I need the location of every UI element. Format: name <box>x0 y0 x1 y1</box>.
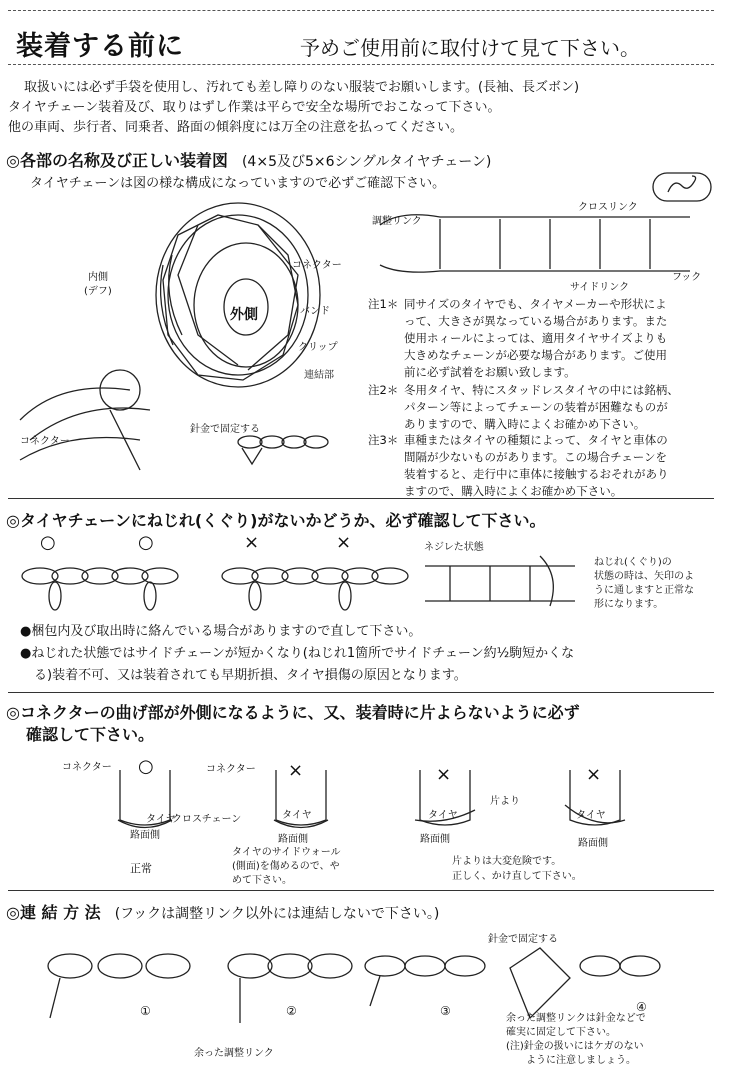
note-1 <box>368 296 708 381</box>
note-3-tag: 注3＊ <box>368 433 399 447</box>
bullet-3: る)装着不可、又は装着されても早期折損、タイヤ損傷の原因となります。 <box>34 668 467 683</box>
bullet-2: ●ねじれた状態ではサイドチェーンが短かくなり(ねじれ1箇所でサイドチェーン約½駒短かくな <box>20 646 575 661</box>
label-cross-link: クロスリンク <box>578 202 638 213</box>
label-clip: クリップ <box>298 342 338 353</box>
note-1-line: 同サイズのタイヤでも、タイヤメーカーや形状によ <box>404 297 667 311</box>
hook-icon <box>652 172 714 204</box>
mark-ok-1: ○ <box>40 532 56 553</box>
top-rule <box>8 10 714 11</box>
label-wire-fix: 針金で固定する <box>488 934 558 945</box>
note-3 <box>368 432 708 500</box>
step4-note-line: 余った調整リンクは針金などで <box>506 1013 646 1024</box>
label-bias: 片より <box>490 796 520 807</box>
twisted-ladder-diagram <box>420 546 590 616</box>
label-connector-zoom: コネクター <box>20 436 70 447</box>
bias-note-line: 正しく、かけ直して下さい。 <box>452 871 582 882</box>
wire-chain-diagram <box>230 434 350 474</box>
twist-note-line: ねじれ(くぐり)の <box>594 557 672 568</box>
label-inside-diff: (デフ) <box>84 286 112 297</box>
twist-note-line: うに通しますと正常な <box>594 585 694 596</box>
bullet-1: ●梱包内及び取出時に絡んでいる場合がありますので直して下さい。 <box>20 624 422 639</box>
bias-note-line: 片よりは大変危険です。 <box>452 856 562 867</box>
section-divider <box>8 692 714 693</box>
connector-zoom-diagram <box>10 350 160 480</box>
twist-chain-diagram <box>10 556 410 616</box>
label-outside: 外側 <box>230 307 258 323</box>
note-1-line: って、大きさが異なっている場合があります。また <box>404 314 668 328</box>
sidewall-note-line: タイヤのサイドウォール <box>232 847 341 858</box>
section4-title-text: ◎連 結 方 法 <box>6 903 101 922</box>
label-joint: 連結部 <box>304 370 334 381</box>
label-adjust-link: 調整リンク <box>372 216 422 227</box>
label-s3-connector-b: コネクター <box>206 764 256 775</box>
mark-s3-ng-3: × <box>586 764 602 785</box>
note-1-line: 使用ホィールによっては、適用タイヤサイズよりも <box>404 331 668 345</box>
mark-s3-ng-1: × <box>288 760 304 781</box>
note-2-tag: 注2＊ <box>368 383 399 397</box>
twist-note-line: 形になります。 <box>594 599 664 610</box>
label-s3-connector-a: コネクター <box>62 762 112 773</box>
sidewall-note <box>232 846 341 888</box>
label-normal: 正常 <box>130 862 152 875</box>
label-cross-chain: クロスチェーン <box>172 814 242 825</box>
label-hook: フック <box>672 272 702 283</box>
mark-ng-2: × <box>336 532 352 553</box>
step4-note-line: ように注意しましょう。 <box>526 1055 636 1066</box>
mark-s3-ng-2: × <box>436 764 452 785</box>
step4-note-line: 確実に固定して下さい。 <box>506 1027 616 1038</box>
intro-line-2: タイヤチェーン装着及び、取りはずし作業は平らで安全な場所でおこなって下さい。 <box>8 100 501 115</box>
tire-chain-diagram <box>138 195 358 395</box>
label-tire-1: タイヤ <box>146 814 176 825</box>
note-2-line: パターン等によってチェーンの装着が困難なものが <box>404 400 668 414</box>
step4-note <box>506 1012 646 1068</box>
section2-title: ◎タイヤチェーンにねじれ(くぐり)がないかどうか、必ず確認して下さい。 <box>6 511 546 530</box>
step4-note-line: (注)針金の扱いにはケガのない <box>506 1041 644 1052</box>
label-side-link: サイドリンク <box>570 282 630 293</box>
label-connector: コネクター <box>292 260 342 271</box>
note-1-tag: 注1＊ <box>368 297 399 311</box>
section4-title <box>6 900 439 923</box>
note-2 <box>368 382 708 433</box>
section3-title-2: 確認して下さい。 <box>26 725 155 744</box>
tire-bias-diagram <box>410 770 630 830</box>
label-tire-3: タイヤ <box>428 810 458 821</box>
section1-subtitle: (4×5及び5×6シングルタイヤチェーン) <box>241 154 492 170</box>
note-3-line: ますので、購入時によくお確かめ下さい。 <box>404 484 623 498</box>
page-title: 装着する前に <box>16 31 184 62</box>
note-1-line: 大きめなチェーンが必要な場合があります。ご使用 <box>404 348 668 362</box>
note-3-line: 車種またはタイヤの種類によって、タイヤと車体の <box>404 433 668 447</box>
note-2-line: ありますので、購入時によくお確かめ下さい。 <box>404 417 646 431</box>
section1-title <box>6 148 491 171</box>
mark-ng-1: × <box>244 532 260 553</box>
note-3-line: 間隔が少ないものがあります。この場合チェーンを <box>404 450 668 464</box>
section-divider <box>8 498 714 499</box>
label-road-3: 路面側 <box>420 834 450 845</box>
section1-lead: タイヤチェーンは図の様な構成になっていますので必ずご確認下さい。 <box>30 176 446 191</box>
intro-line-3: 他の車両、歩行者、同乗者、路面の傾斜度には万全の注意を払ってください。 <box>8 120 464 135</box>
note-1-line: 前に必ず試着をお願い致します。 <box>404 365 576 379</box>
section4-subtitle: (フックは調整リンク以外には連結しないで下さい。) <box>114 906 440 922</box>
page-subtitle: 予めご使用前に取付けて見て下さい。 <box>300 36 640 60</box>
intro-line-1: 取扱いには必ず手袋を使用し、汚れても差し障りのない服装でお願いします。(長袖、長ズボン) <box>24 80 580 95</box>
mark-ok-2: ○ <box>138 532 154 553</box>
bias-note <box>452 854 582 884</box>
label-road-4: 路面側 <box>578 838 608 849</box>
mark-s3-ok: ○ <box>138 756 154 777</box>
section1-title-text: ◎各部の名称及び正しい装着図 <box>6 151 228 170</box>
label-band: バンド <box>300 306 330 317</box>
tire-wrong-diagram <box>256 770 346 830</box>
section3-title-1: ◎コネクターの曲げ部が外側になるように、又、装着時に片よらないように必ず <box>6 703 580 722</box>
step-4: ④ <box>636 1000 647 1014</box>
twist-note <box>594 556 694 612</box>
label-tire-4: タイヤ <box>576 810 606 821</box>
label-road-1: 路面側 <box>130 830 160 841</box>
label-wire: 針金で固定する <box>190 424 260 435</box>
label-leftover: 余った調整リンク <box>194 1048 274 1059</box>
label-inside: 内側 <box>88 272 108 283</box>
section-divider <box>8 890 714 891</box>
sidewall-note-line: めて下さい。 <box>232 875 292 886</box>
step-3: ③ <box>440 1004 451 1018</box>
step-1: ① <box>140 1004 151 1018</box>
label-tire-2: タイヤ <box>282 810 312 821</box>
step-2: ② <box>286 1004 297 1018</box>
label-road-2: 路面側 <box>278 834 308 845</box>
header-rule <box>8 64 714 65</box>
note-3-line: 装着すると、走行中に車体に接触するおそれがあり <box>404 467 669 481</box>
sidewall-note-line: (側面)を傷めるので、や <box>232 861 340 872</box>
twist-note-line: 状態の時は、矢印のよ <box>594 571 694 582</box>
label-twisted: ネジレた状態 <box>424 542 484 553</box>
note-2-line: 冬用タイヤ、特にスタッドレスタイヤの中には銘柄、 <box>404 383 679 397</box>
